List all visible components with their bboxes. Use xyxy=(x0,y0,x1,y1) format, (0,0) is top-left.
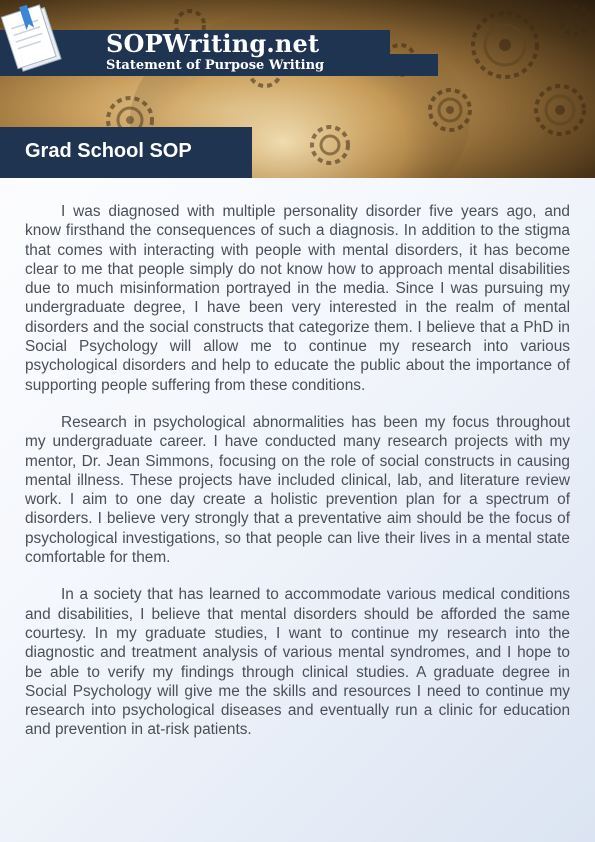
brand-tagline: Statement of Purpose Writing xyxy=(106,58,325,73)
document-with-bookmark-icon xyxy=(0,0,70,76)
sop-body xyxy=(25,202,570,758)
header-banner xyxy=(0,0,595,178)
paragraph: I was diagnosed with multiple personality disorder five years ago, and know firsthand the consequences of such a diagnosis. In addition to the stigma that comes with interacting with people with mental disorders, it has become clear to me that people simply do not know how to approach mental disabilities due to much misinformation portrayed in the media. Since I was pursuing my undergraduate degree, I have been very interested in the realm of mental disorders and the social constructs that categorize them. I believe that a PhD in Social Psychology will allow me to continue my research into various psychological disorders and help to educate the public about the importance of supporting people suffering from these conditions. xyxy=(25,203,570,394)
paragraph: In a society that has learned to accommodate various medical conditions and disabilities, I believe that mental disorders should be afforded the same courtesy. In my graduate studies, I want to continue my research into the diagnostic and treatment analysis of various mental syndromes, and I hope to be able to verify my findings through clinical studies. A graduate degree in Social Psychology will give me the skills and resources I need to continue my research into psychological diseases and eventually run a clinic for education and prevention in at-risk patients. xyxy=(25,586,570,739)
paragraph: Research in psychological abnormalities has been my focus throughout my undergraduate career. I have conducted many research projects with my mentor, Dr. Jean Simmons, focusing on the role of social constructs in causing mental illness. These projects have included clinical, lab, and literature review work. I aim to one day create a holistic prevention plan for a spectrum of disorders. I believe very strongly that a preventative aim should be the focus of psychological investigations, so that people can live their lives in a mental state comfortable for them. xyxy=(25,413,570,567)
page-title: Grad School SOP xyxy=(25,140,192,162)
brand-name: SOPWriting.net xyxy=(106,29,320,58)
